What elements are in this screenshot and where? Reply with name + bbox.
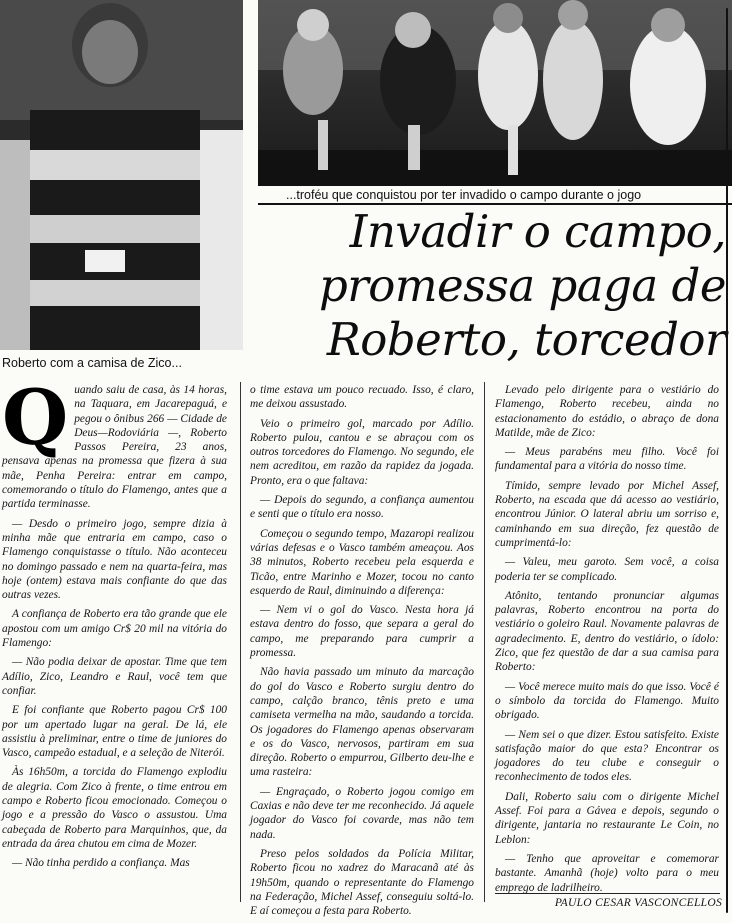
paragraph: Começou o segundo tempo, Mazaropi realizou várias defesas e o Vasco também ameaçou. Aos 38 minutos, Roberto recebeu pela esquerda e Ticão, entre Marinho e Mozer, tocou no canto esquerdo de Raul, diminuindo a diferença: (250, 527, 474, 597)
stadium-photo-image (258, 0, 732, 186)
headline (246, 205, 726, 367)
paragraph: — Nem sei o que dizer. Estou satisfeito. Existe satisfação maior do que esta? Encontrar os jogadores do teu clube e conseguir o reconhecimento de todos eles. (495, 728, 719, 784)
byline: PAULO CESAR VASCONCELLOS (554, 897, 722, 909)
paragraph: — Engraçado, o Roberto jogou comigo em Caxias e não deve ter me reconhecido. Já aquele jogador do Vasco foi covarde, mas não tem nada. (250, 785, 474, 841)
paragraph: Às 16h50m, a torcida do Flamengo explodiu de alegria. Com Zico à frente, o time entrou em campo e Roberto ficou emocionado. Começou o jogo e a pressão do Vasco o assustou. Uma cabeçada de Roberto para Marquinhos, que, da entrada da área chutou em cima de Mozer. (2, 766, 227, 850)
paragraph: — Não podia deixar de apostar. Time que tem Adílio, Zico, Leandro e Raul, você tem que confiar. (2, 656, 227, 697)
article-column-2 (250, 383, 474, 923)
headline-line: Roberto, torcedor (326, 313, 726, 366)
paragraph: Dali, Roberto saiu com o dirigente Michel Assef. Foi para a Gávea e depois, segundo o dirigente, jantaria no restaurante Le Coin, no Leblon: (495, 790, 719, 846)
column-divider (484, 382, 485, 902)
paragraph: uando saiu de casa, às 14 horas, na Taquara, em Jacarepaguá, e pegou o ônibus 266 — Cidade de Deus—Rodoviária —, Roberto Passos Pereira, 23 anos, pensava apenas na promessa que fizera à sua mãe, Penha Pereira: entrar em campo, comemorando o título do Flamengo, antes que a partida terminasse. (2, 384, 227, 511)
paragraph: — Tenho que aproveitar e comemorar bastante. Amanhã (hoje) volto para o meu emprego de ladrilheiro. (495, 852, 719, 894)
column-divider (240, 382, 241, 902)
paragraph: Veio o primeiro gol, marcado por Adílio. Roberto pulou, cantou e se abraçou com os outros torcedores do Flamengo. No segundo, ele nem acreditou, em razão da rapidez da jogada. Pronto, era o que faltava: (250, 417, 474, 487)
headline-line: promessa paga de (318, 259, 726, 312)
paragraph: — Você merece muito mais do que isso. Você é o símbolo da torcida do Flamengo. Muito obrigado. (495, 680, 719, 722)
paragraph: Preso pelos soldados da Polícia Militar, Roberto ficou no xadrez do Maracanã até às 19h50m, quando o representante do Flamengo na Federação, Michel Assef, conseguiu soltá-lo. E aí começou a festa para Roberto. (250, 847, 474, 918)
photo-caption-left: Roberto com a camisa de Zico... (2, 356, 182, 370)
paragraph: Atônito, tentando pronunciar algumas palavras, Roberto encontrou na porta do vestiário o goleiro Raul. Novamente palavras de agradecimento. E, dentro do vestiário, o ídolo: Zico, que fez questão de dar a sua camisa para Roberto: (495, 589, 719, 674)
paragraph: A confiança de Roberto era tão grande que ele apostou com um amigo Cr$ 20 mil na vitória do Flamengo: (2, 608, 227, 650)
headline-line: Invadir o campo, (349, 205, 726, 258)
article-column-3 (495, 383, 719, 900)
paragraph: — Meus parabéns meu filho. Você foi fundamental para a vitória do nosso time. (495, 446, 719, 473)
paragraph: o time estava um pouco recuado. Isso, é claro, me deixou assustado. (250, 384, 474, 411)
paragraph: — Valeu, meu garoto. Sem você, a coisa poderia ter se complicado. (495, 556, 719, 583)
page-edge (726, 8, 728, 913)
photo-caption-top: ...troféu que conquistou por ter invadido o campo durante o jogo (286, 188, 642, 202)
paragraph: — Nem vi o gol do Vasco. Nesta hora já estava dentro do fosso, que separa a geral do campo, me preparando para cumprir a promessa. (250, 604, 474, 660)
paragraph: Tímido, sempre levado por Michel Assef, Roberto, na escada que dá acesso ao vestiário, encontrou Júnior. O lateral abriu um sorriso e, caminhando em sua direção, fez questão de cumprimentá-lo: (495, 479, 719, 549)
paragraph: — Não tinha perdido a confiança. Mas (12, 857, 190, 870)
stadium-photo (258, 0, 732, 186)
paragraph: — Desdo o primeiro jogo, sempre dizia à minha mãe que entraria em campo, caso o Flamengo conquistasse o título. Não aconteceu no domingo passado e nem na quarta-feira, mas hoje (ontem) estava mais confiante do que das outras vezes. (2, 517, 227, 602)
paragraph: Não havia passado um minuto da marcação do gol do Vasco e Roberto surgiu dentro do campo, calção branco, tênis preto e uma camiseta vermelha na mão, saudando a torcida. Os jogadores do Flamengo apenas observaram e os do Vasco, nervosos, partiram em sua direção. Roberto o empurrou, Gilberto deu-lhe e uma rasteira: (250, 666, 474, 779)
byline-divider (495, 893, 720, 894)
paragraph: Levado pelo dirigente para o vestiário do Flamengo, Roberto recebeu, ainda no estacionamento do estádio, o abraço de dona Matilde, mãe de Zico: (495, 384, 719, 439)
roberto-photo (0, 0, 243, 350)
paragraph: — Depois do segundo, a confiança aumentou e senti que o título era nosso. (250, 494, 474, 521)
roberto-photo-image (0, 0, 243, 350)
drop-cap: Q (2, 373, 69, 462)
paragraph: E foi confiante que Roberto pagou Cr$ 100 por um apertado lugar na geral. De lá, ele assistiu à preliminar, entre o time de juniores do Vasco, campeão estadual, e a seleção de Niterói. (2, 704, 227, 760)
article-column-1 (2, 373, 227, 876)
